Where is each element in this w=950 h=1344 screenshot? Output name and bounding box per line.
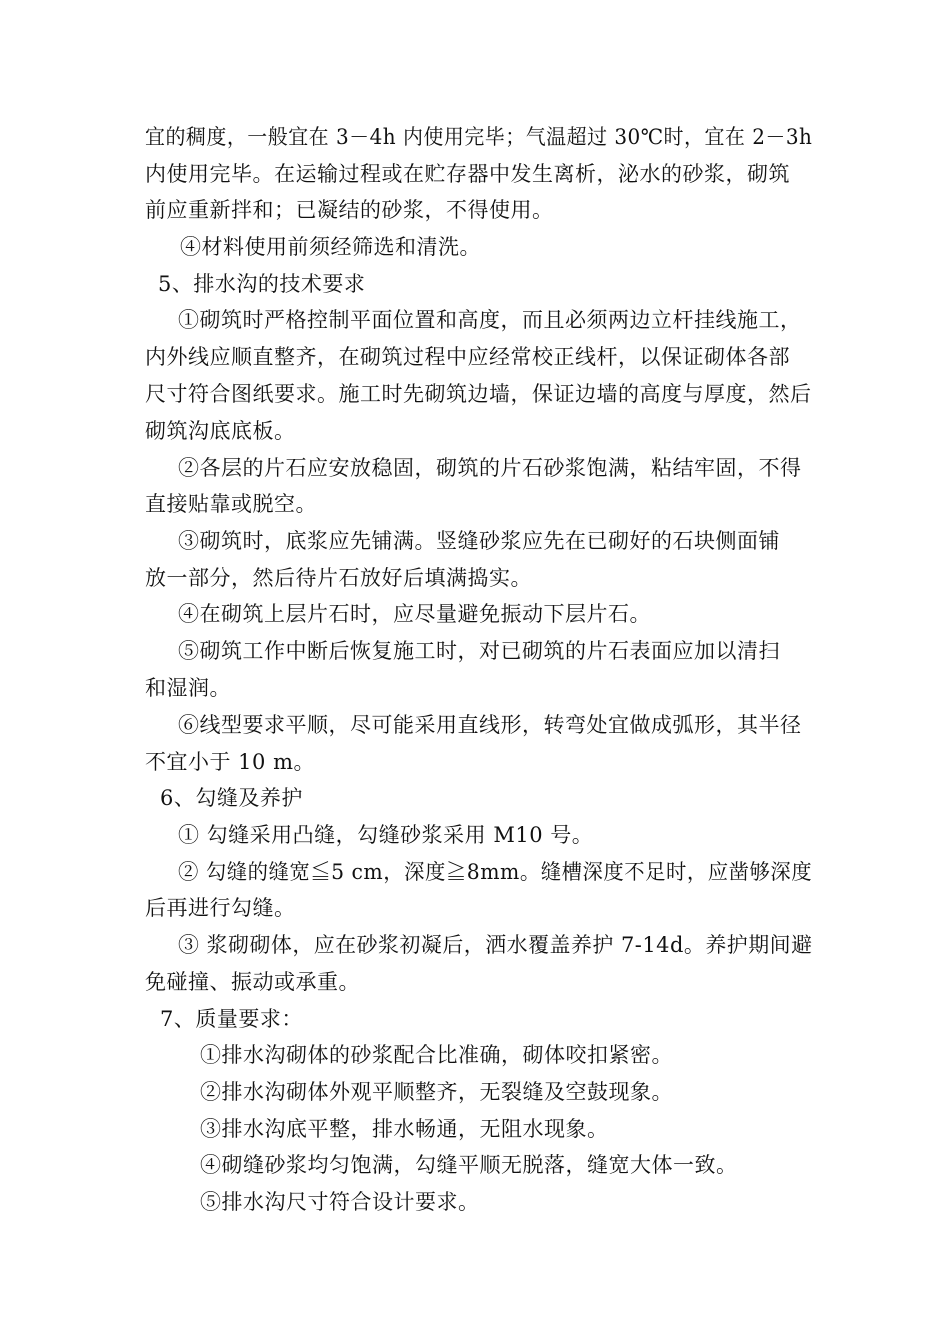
- body-text-line: ⑤砌筑工作中断后恢复施工时，对已砌筑的片石表面应加以清扫: [178, 639, 780, 663]
- body-text-line: ③砌筑时，底浆应先铺满。竖缝砂浆应先在已砌好的石块侧面铺: [178, 529, 780, 553]
- body-text-line: ①排水沟砌体的砂浆配合比准确，砌体咬扣紧密。: [200, 1043, 673, 1067]
- body-text-line: ③排水沟底平整，排水畅通，无阻水现象。: [200, 1117, 609, 1141]
- body-text-line: ①砌筑时严格控制平面位置和高度，而且必须两边立杆挂线施工，: [178, 308, 802, 332]
- body-text-line: ⑥线型要求平顺，尽可能采用直线形，转弯处宜做成弧形，其半径: [178, 713, 802, 737]
- body-text-line: 放一部分，然后待片石放好后填满捣实。: [145, 566, 532, 590]
- body-text-line: ②各层的片石应安放稳固，砌筑的片石砂浆饱满，粘结牢固，不得: [178, 456, 802, 480]
- body-text-line: ④材料使用前须经筛选和清洗。: [180, 235, 481, 259]
- body-text-line: 免碰撞、振动或承重。: [145, 970, 360, 994]
- body-text-line: 后再进行勾缝。: [145, 896, 296, 920]
- section-heading: 5、排水沟的技术要求: [158, 272, 366, 296]
- body-text-line: 宜的稠度，一般宜在 3－4h 内使用完毕；气温超过 30℃时，宜在 2－3h: [145, 125, 813, 149]
- body-text-line: 和湿润。: [145, 676, 231, 700]
- body-text-line: 砌筑沟底底板。: [145, 419, 296, 443]
- body-text-line: ⑤排水沟尺寸符合设计要求。: [200, 1190, 480, 1214]
- section-heading: 7、质量要求：: [160, 1007, 303, 1031]
- body-text-line: 直接贴靠或脱空。: [145, 492, 317, 516]
- body-text-line: ②排水沟砌体外观平顺整齐，无裂缝及空鼓现象。: [200, 1080, 673, 1104]
- body-text-line: 前应重新拌和；已凝结的砂浆，不得使用。: [145, 198, 554, 222]
- body-text-line: ③ 浆砌砌体，应在砂浆初凝后，洒水覆盖养护 7-14d。养护期间避: [178, 933, 813, 957]
- body-text-line: ② 勾缝的缝宽≦5 cm，深度≧8mm。缝槽深度不足时，应凿够深度: [178, 860, 813, 884]
- body-text-line: ④砌缝砂浆均匀饱满，勾缝平顺无脱落，缝宽大体一致。: [200, 1153, 738, 1177]
- body-text-line: 尺寸符合图纸要求。施工时先砌筑边墙，保证边墙的高度与厚度，然后: [145, 382, 812, 406]
- body-text-line: 内使用完毕。在运输过程或在贮存器中发生离析，泌水的砂浆，砌筑: [145, 162, 790, 186]
- body-text-line: 内外线应顺直整齐，在砌筑过程中应经常校正线杆，以保证砌体各部: [145, 345, 790, 369]
- section-heading: 6、勾缝及养护: [160, 786, 303, 810]
- body-text-line: 不宜小于 10 m。: [145, 750, 315, 774]
- body-text-line: ① 勾缝采用凸缝，勾缝砂浆采用 M10 号。: [178, 823, 594, 847]
- body-text-line: ④在砌筑上层片石时，应尽量避免振动下层片石。: [178, 602, 651, 626]
